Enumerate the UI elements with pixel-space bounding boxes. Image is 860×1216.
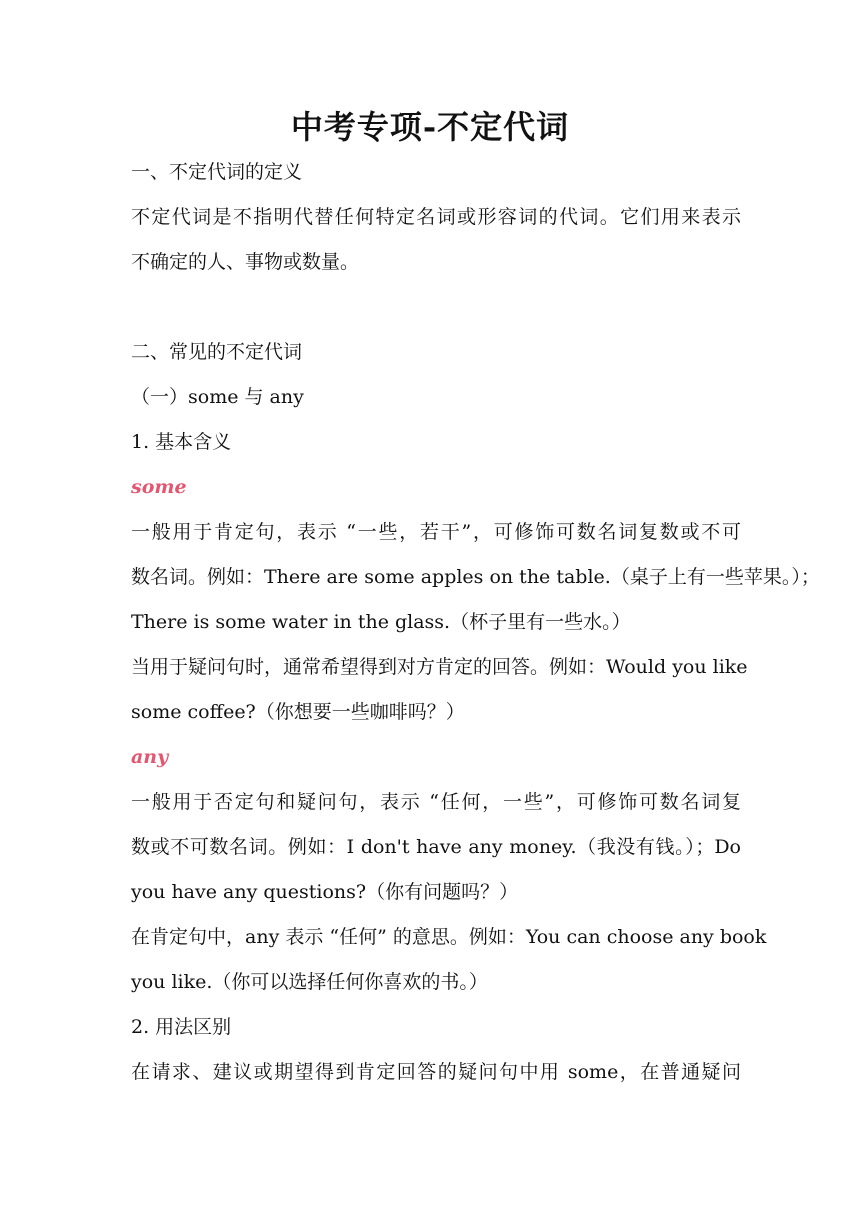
numbered-heading: 1. 基本含义 [131,431,232,453]
paragraph-line: 数或不可数名词。例如：I don't have any money.（我没有钱。）；Do [131,836,741,858]
paragraph-line: 不定代词是不指明代替任何特定名词或形容词的代词。它们用来表示 [131,206,741,228]
paragraph-line: There is some water in the glass.（杯子里有一些水。） [131,611,631,633]
paragraph-line: 在请求、建议或期望得到肯定回答的疑问句中用 some，在普通疑问 [131,1061,741,1083]
paragraph-line: 当用于疑问句时，通常希望得到对方肯定的回答。例如：Would you like [131,656,748,678]
paragraph-line: 数名词。例如：There are some apples on the table.（桌子上有一些苹果。）； [131,566,820,588]
paragraph-line: some coffee?（你想要一些咖啡吗？） [131,701,465,723]
paragraph-line: 在肯定句中，any 表示 “任何” 的意思。例如：You can choose any book [131,926,767,948]
numbered-heading: 2. 用法区别 [131,1016,232,1038]
subsection-heading: （一）some 与 any [131,386,304,408]
paragraph-line: 一般用于肯定句，表示 “一些，若干”，可修饰可数名词复数或不可 [131,521,741,543]
section-heading-definition: 一、不定代词的定义 [131,161,303,183]
keyword-some: some [131,476,187,498]
paragraph-line: 不确定的人、事物或数量。 [131,251,360,273]
keyword-any: any [131,746,169,768]
page-title: 中考专项-不定代词 [290,108,570,146]
paragraph-line: you like.（你可以选择任何你喜欢的书。） [131,971,488,993]
section-heading-common: 二、常见的不定代词 [131,341,303,363]
paragraph-line: 一般用于否定句和疑问句，表示 “任何，一些”，可修饰可数名词复 [131,791,741,813]
paragraph-line: you have any questions?（你有问题吗？） [131,881,519,903]
